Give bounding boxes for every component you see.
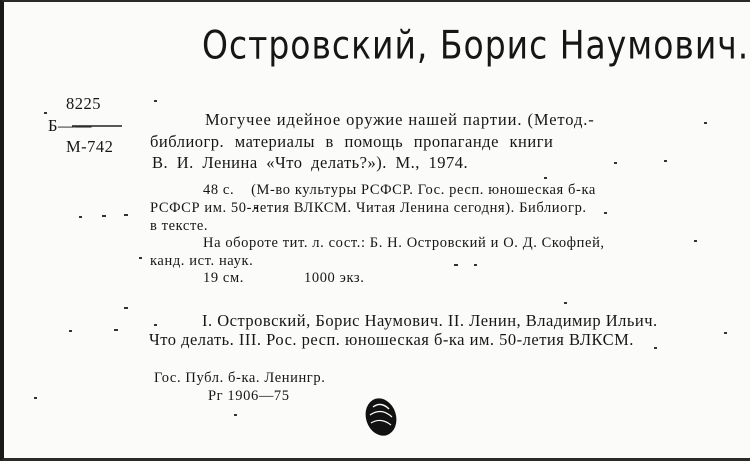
title-line2: библиогр. материалы в помощь пропаганде книги xyxy=(150,132,554,151)
call-number-line3: М-742 xyxy=(66,137,114,156)
copies-count: 1000 экз. xyxy=(304,270,365,286)
library-name: Гос. Публ. б-ка. Ленингр. xyxy=(154,370,326,386)
collation-line1: 48 с. (М-во культуры РСФСР. Гос. респ. юношеская б-ка xyxy=(203,182,596,198)
call-number-line2: Б—— xyxy=(48,116,92,135)
collation-line3: в тексте. xyxy=(150,218,209,234)
title-line3: В. И. Ленина «Что делать?»). М., 1974. xyxy=(152,153,469,172)
note-line2: канд. ист. наук. xyxy=(150,253,254,269)
note-line1: На обороте тит. л. сост.: Б. Н. Островский и О. Д. Скофпей, xyxy=(203,235,605,251)
physical-size: 19 см. xyxy=(203,270,244,286)
register-number: Рг 1906—75 xyxy=(208,388,290,404)
call-number-line1: 8225 xyxy=(66,94,101,113)
ink-blot-icon xyxy=(361,393,401,439)
handwritten-heading: Островский, Борис Наумович. xyxy=(202,22,750,69)
title-line1: Могучее идейное оружие нашей партии. (Метод.- xyxy=(205,110,595,129)
tracings-line1: I. Островский, Борис Наумович. II. Ленин, Владимир Ильич. xyxy=(202,311,658,330)
collation-line2: РСФСР им. 50-летия ВЛКСМ. Читая Ленина сегодня). Библиогр. xyxy=(150,200,587,216)
tracings-line2: Что делать. III. Рос. респ. юношеская б-ка им. 50-летия ВЛКСМ. xyxy=(149,330,634,349)
